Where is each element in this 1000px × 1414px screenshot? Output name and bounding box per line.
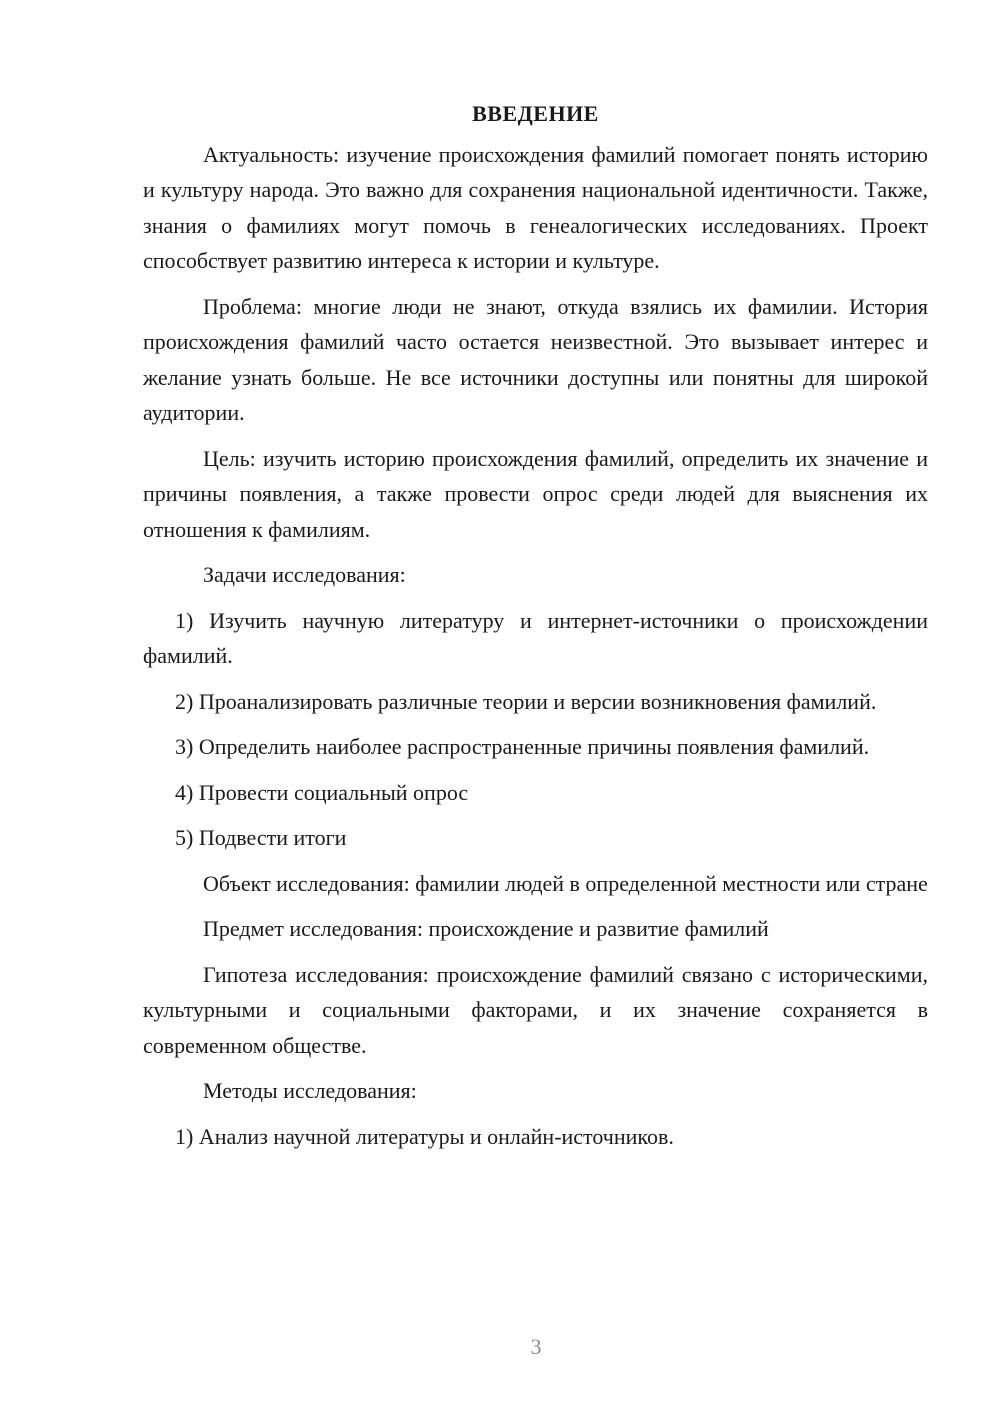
methods-heading: Методы исследования: (203, 1078, 417, 1103)
task-item-4: 4) Провести социальный опрос (175, 779, 469, 805)
paragraph-goal: Цель: изучить историю происхождения фамилий, определить их значение и причины появления, а также провести опрос среди людей для выяснения их отношения к фамилиям. (143, 445, 928, 542)
paragraph-subject: Предмет исследования: происхождение и развитие фамилий (203, 916, 769, 941)
paragraph-relevance: Актуальность: изучение происхождения фамилий помогает понять историю и культуру народа. Это важно для сохранения национальной идентичности. Также, знания о фамилиях могут помочь в генеалогических исследованиях. Проект способствует развитию интереса к истории и культуре. (143, 141, 928, 273)
task-item-1: 1) Изучить научную литературу и интернет-источники о происхождении фамилий. (143, 607, 928, 668)
tasks-heading: Задачи исследования: (203, 562, 406, 587)
task-item-3: 3) Определить наиболее распространенные причины появления фамилий. (175, 734, 870, 759)
paragraph-object: Объект исследования: фамилии людей в определенной местности или стране (203, 870, 928, 896)
task-item-2: 2) Проанализировать различные теории и версии возникновения фамилий. (175, 688, 877, 714)
method-item-1: 1) Анализ научной литературы и онлайн-источников. (175, 1123, 674, 1149)
page-title: ВВЕДЕНИЕ (472, 101, 599, 126)
page-content (143, 96, 928, 1164)
paragraph-hypothesis: Гипотеза исследования: происхождение фамилий связано с историческими, культурными и социальными факторами, и их значение сохраняется в современном обществе. (143, 961, 928, 1058)
paragraph-problem: Проблема: многие люди не знают, откуда взялись их фамилии. История происхождения фамилий часто остается неизвестной. Это вызывает интерес и желание узнать больше. Не все источники доступны или понятны для широкой аудитории. (143, 293, 928, 425)
task-item-5: 5) Подвести итоги (175, 825, 347, 850)
page-number: 3 (530, 1334, 542, 1359)
